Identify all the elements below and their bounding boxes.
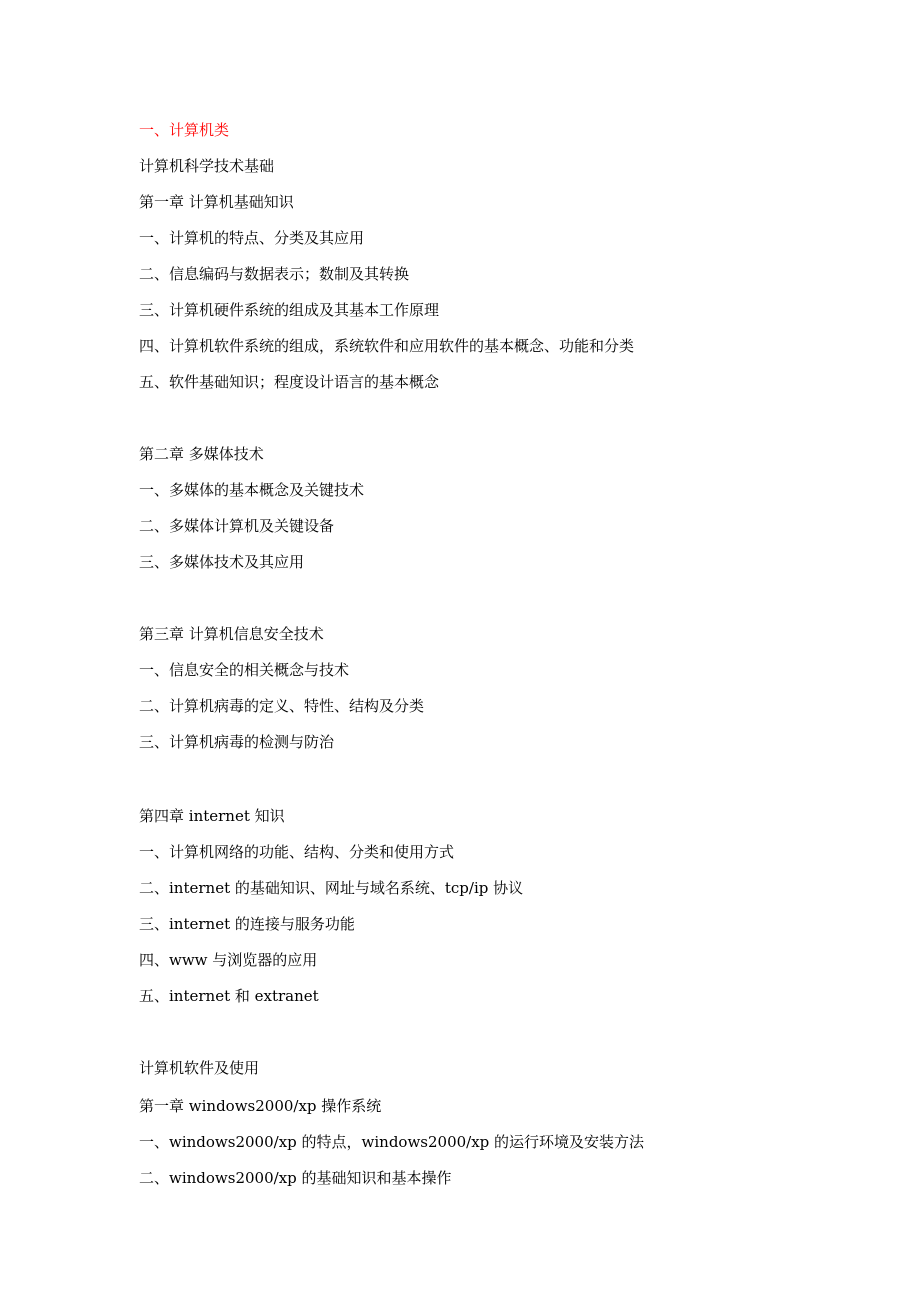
list-item: 三、计算机病毒的检测与防治 <box>139 733 335 751</box>
list-item: 一、多媒体的基本概念及关键技术 <box>139 481 365 499</box>
list-item: 五、软件基础知识；程度设计语言的基本概念 <box>139 373 440 391</box>
list-item: 二、信息编码与数据表示；数制及其转换 <box>139 265 410 283</box>
list-item: 二、internet 的基础知识、网址与域名系统、tcp/ip 协议 <box>139 879 524 897</box>
list-item: 四、www 与浏览器的应用 <box>139 951 318 969</box>
list-item: 五、internet 和 extranet <box>139 987 319 1005</box>
list-item: 一、计算机网络的功能、结构、分类和使用方式 <box>139 843 455 861</box>
list-item: 一、计算机的特点、分类及其应用 <box>139 229 365 247</box>
list-item: 二、计算机病毒的定义、特性、结构及分类 <box>139 697 425 715</box>
list-item: 四、计算机软件系统的组成，系统软件和应用软件的基本概念、功能和分类 <box>139 337 635 355</box>
list-item: 三、多媒体技术及其应用 <box>139 553 305 571</box>
list-item: 一、信息安全的相关概念与技术 <box>139 661 350 679</box>
list-item: 二、多媒体计算机及关键设备 <box>139 517 335 535</box>
chapter-title: 第一章 windows2000/xp 操作系统 <box>139 1097 382 1115</box>
list-item: 三、计算机硬件系统的组成及其基本工作原理 <box>139 301 440 319</box>
section-title: 计算机科学技术基础 <box>139 157 275 175</box>
list-item: 二、windows2000/xp 的基础知识和基本操作 <box>139 1169 452 1187</box>
chapter-title: 第四章 internet 知识 <box>139 807 285 825</box>
list-item: 三、internet 的连接与服务功能 <box>139 915 355 933</box>
chapter-title: 第三章 计算机信息安全技术 <box>139 625 324 643</box>
category-heading: 一、计算机类 <box>139 121 230 139</box>
section-title: 计算机软件及使用 <box>139 1059 260 1077</box>
chapter-title: 第一章 计算机基础知识 <box>139 193 294 211</box>
chapter-title: 第二章 多媒体技术 <box>139 445 264 463</box>
list-item: 一、windows2000/xp 的特点，windows2000/xp 的运行环境及安装方法 <box>139 1133 645 1151</box>
